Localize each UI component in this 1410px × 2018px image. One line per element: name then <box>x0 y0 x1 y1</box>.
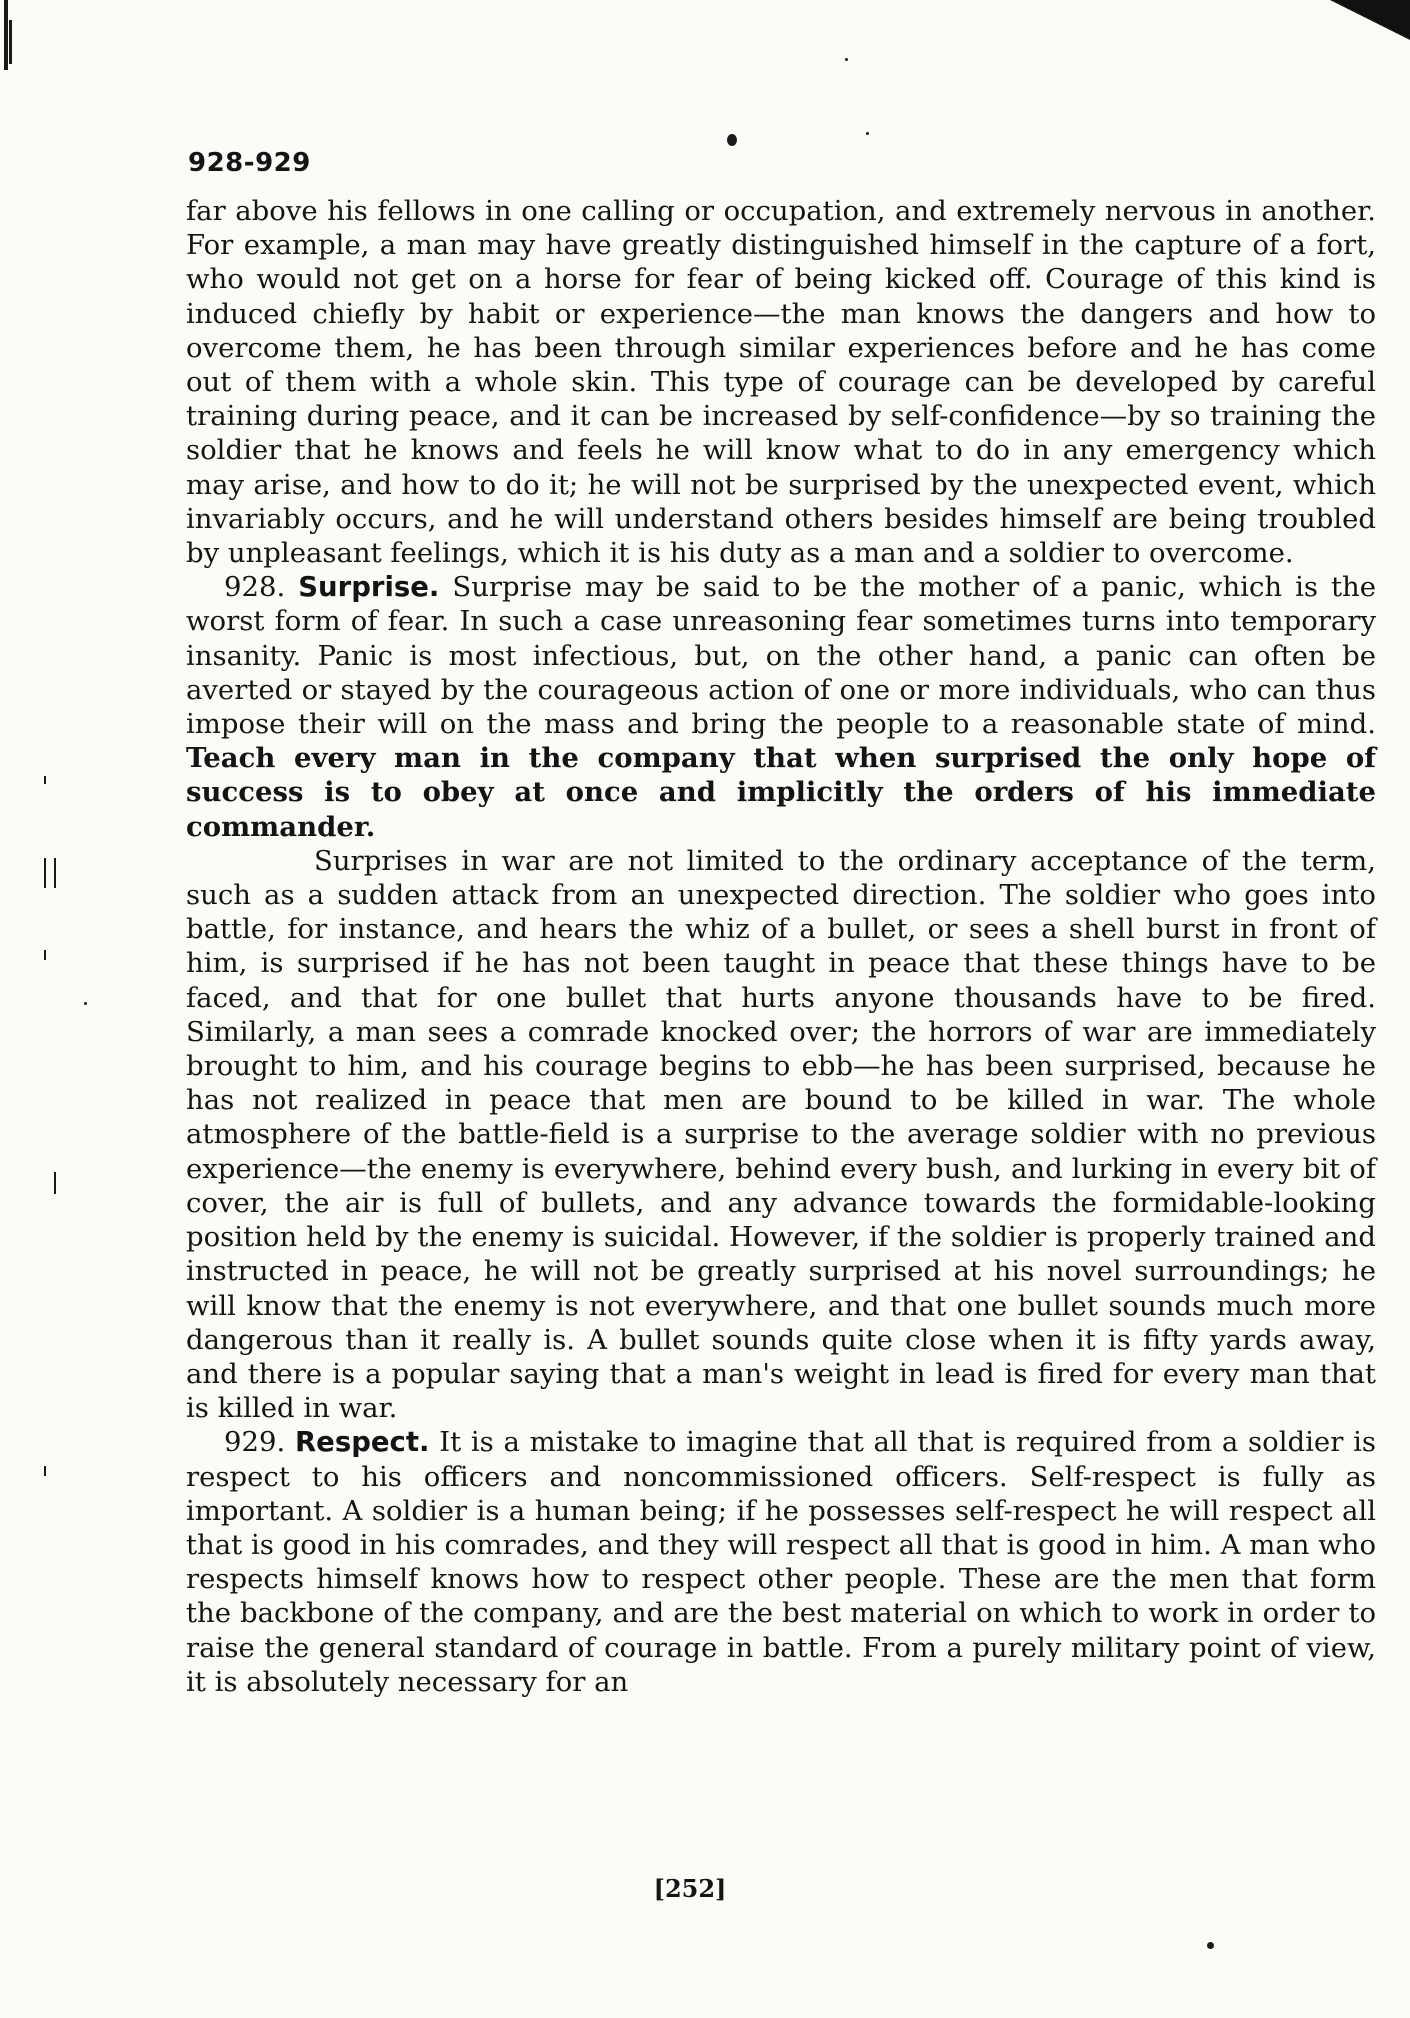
scan-dot <box>727 134 737 146</box>
section-928 <box>186 570 1376 844</box>
section-heading-respect: Respect. <box>295 1426 430 1459</box>
scan-dot <box>845 58 848 61</box>
scan-edge-mark <box>44 1466 46 1476</box>
paragraph-surprises-in-war: Surprises in war are not limited to the ordinary acceptance of the term, such as a sudden attack from an unexpected direction. The soldier who goes into battle, for instance, and hears the whiz of a bullet, or sees a shell burst in front of him, is surprised if he has not been taught in peace that these things have to be faced, and that for one bullet that hurts anyone thousands have to be fired. Similarly, a man sees a comrade knocked over; the horrors of war are immediately brought to him, and his courage begins to ebb—he has been surprised, because he has not realized in peace that men are bound to be killed in war. The whole atmosphere of the battle-field is a surprise to the average soldier with no previous experience—the enemy is everywhere, behind every bush, and lurking in every bit of cover, the air is full of bullets, and any advance towards the formidable-looking position held by the enemy is suicidal. However, if the soldier is properly trained and instructed in peace, he will not be greatly surprised at his novel surroundings; he will know that the enemy is not everywhere, and that one bullet sounds much more dangerous than it really is. A bullet sounds quite close when it is fifty yards away, and there is a popular saying that a man's weight in lead is fired for every man that is killed in war. <box>186 844 1376 1425</box>
page-number: [252] <box>653 1874 727 1903</box>
scan-dot <box>866 132 869 135</box>
scan-edge-mark <box>54 858 56 888</box>
emphasized-instruction: Teach every man in the company that when surprised the only hope of success is to obey at once and implicitly the orders of his immediate commander. <box>186 742 1376 843</box>
section-text: It is a mistake to imagine that all that is required from a soldier is respect to his officers and noncommissioned officers. Self-respect is fully as important. A soldier is a human being; if he possesses self-respect he will respect all that is good in his comrades, and they will respect all that is good in him. A man who respects himself knows how to respect other people. These are the men that form the backbone of the company, and are the best material on which to work in order to raise the general standard of courage in battle. From a purely military point of view, it is absolutely necessary for an <box>186 1426 1377 1698</box>
section-heading-surprise: Surprise. <box>298 571 440 604</box>
scan-dot <box>84 1002 87 1005</box>
section-number: 928. <box>224 571 286 604</box>
scan-dot <box>1207 1942 1214 1949</box>
section-929 <box>186 1425 1376 1699</box>
scan-edge-mark <box>44 858 46 888</box>
scan-corner-mark <box>1330 0 1410 40</box>
page-body <box>186 194 1376 1699</box>
page-header-section-range: 928-929 <box>188 148 311 178</box>
section-text: Surprise may be said to be the mother of a panic, which is the worst form of fear. In such a case unreasoning fear sometimes turns into temporary insanity. Panic is most infectious, but, on the other hand, a panic can often be averted or stayed by the courageous action of one or more individuals, who can thus impose their will on the mass and bring the people to a reasonable state of mind. <box>186 571 1377 741</box>
scan-edge-mark <box>9 20 12 64</box>
scan-edge-mark <box>44 776 46 784</box>
section-number: 929. <box>224 1426 286 1459</box>
scan-edge-mark <box>54 1172 56 1194</box>
scan-edge-mark <box>4 0 8 70</box>
scan-edge-mark <box>44 950 46 960</box>
paragraph-continuation: far above his fellows in one calling or occupation, and extremely nervous in another. For example, a man may have greatly distinguished himself in the capture of a fort, who would not get on a horse for fear of being kicked off. Courage of this kind is induced chiefly by habit or experience—the man knows the dangers and how to overcome them, he has been through similar experiences before and he has come out of them with a whole skin. This type of courage can be developed by careful training during peace, and it can be increased by self-confidence—by so training the soldier that he knows and feels he will know what to do in any emergency which may arise, and how to do it; he will not be surprised by the unexpected event, which invariably occurs, and he will understand others besides himself are being troubled by unpleasant feelings, which it is his duty as a man and a soldier to overcome. <box>186 195 1376 570</box>
